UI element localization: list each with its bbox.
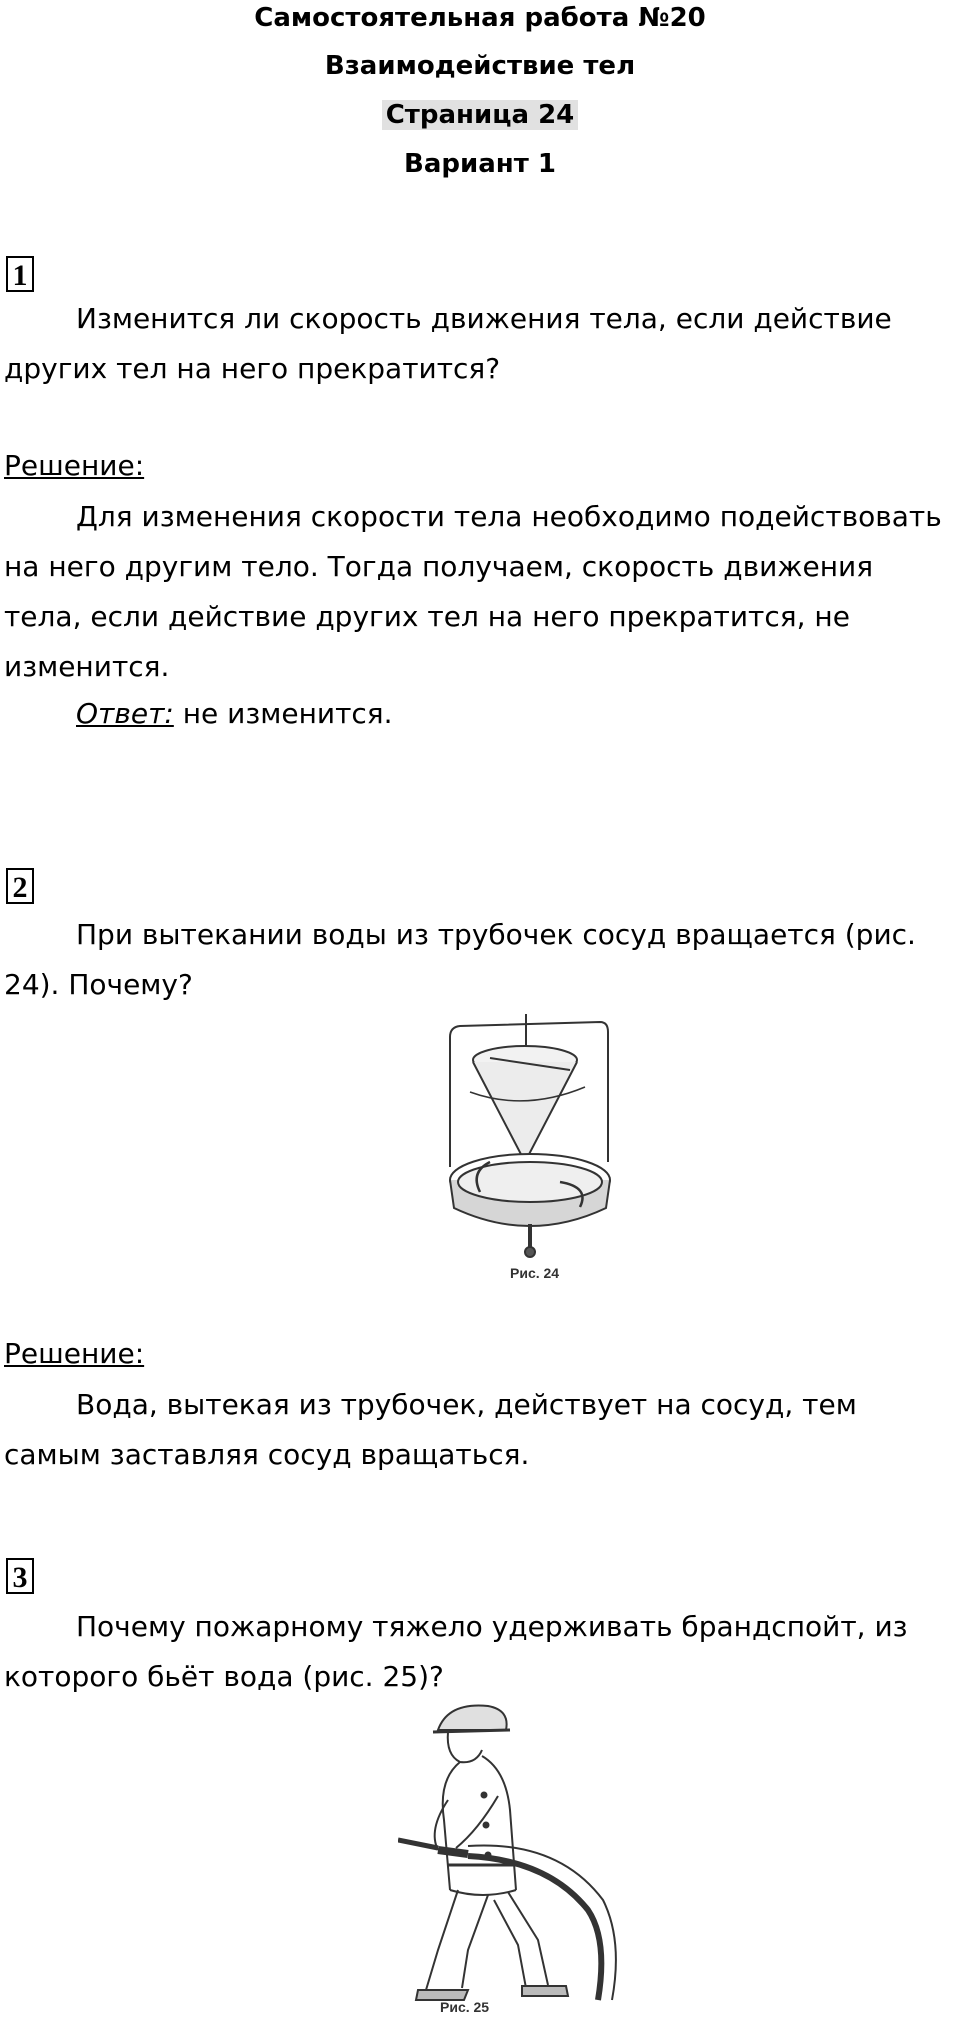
task-2-solution-text: Вода, вытекая из трубочек, действует на сосуд, тем самым заставляя сосуд вращаться. [4,1388,857,1471]
task-1-answer [76,694,393,734]
work-title: Самостоятельная работа №20 [254,3,706,33]
task-2-solution [4,1380,954,1480]
topic-title: Взаимодействие тел [324,51,636,81]
task-2-solution-label: Решение: [4,1337,145,1370]
task-3-question-text: Почему пожарному тяжело удерживать брандспойт, из которого бьёт вода (рис. 25)? [4,1610,908,1693]
task-1-solution-label: Решение: [4,449,145,482]
task-1-answer-text: не изменится. [173,697,393,730]
figure-24-rotating-vessel [430,1012,620,1282]
task-3-question [4,1602,954,1702]
page-label: Страница 24 [382,100,579,130]
task-2-question [4,910,954,1010]
task-1-answer-label: Ответ: [76,697,174,730]
task-1-solution [4,492,954,692]
figure-25-caption: Рис. 25 [440,1999,490,2014]
variant-label: Вариант 1 [404,149,556,179]
task-2-number: 2 [6,868,34,904]
figure-24-caption: Рис. 24 [510,1265,560,1281]
task-3-number: 3 [6,1558,34,1594]
task-1-question [4,294,954,394]
task-1-solution-text: Для изменения скорости тела необходимо подействовать на него другим тело. Тогда получаем, скорость движения тела, если действие других тел на него прекратится, не изменится. [4,500,942,683]
page-label-row [0,97,960,133]
task-2-question-text: При вытекании воды из трубочек сосуд вращается (рис. 24). Почему? [4,918,916,1001]
task-1-number: 1 [6,256,34,292]
task-1-question-text: Изменится ли скорость движения тела, если действие других тел на него прекратится? [4,302,892,385]
figure-25-firefighter [398,1700,618,2014]
